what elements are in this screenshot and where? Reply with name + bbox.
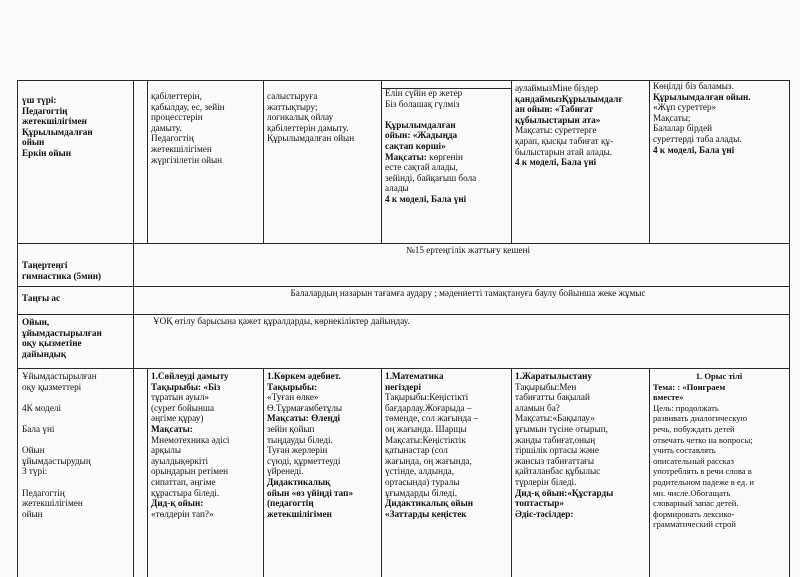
row-divider bbox=[17, 368, 790, 369]
row1-col3: салыстыруға жаттықтыру; логикалық ойлау қабілеттерін дамыту. Құрылымдалған ойын bbox=[267, 91, 355, 144]
row1-col2: қабілеттерін, қабылдау, ес, зейін процесстерін дамыту. Педагогтің жетекшілігімен жүргізілетін ойын bbox=[151, 91, 225, 165]
row3-text: Балалардың назарын тағамға аудару ; мәдениетті тамақтануға баулу бойынша жеке жұмыс bbox=[290, 288, 646, 298]
row1-col5: аулаймызМіне біздер қандаймызҚұрылымдалғ ан ойын: «Табиғат құбылыстарын ата» Мақсаты: суреттерге қарап, қысқы табиғат құ- былыстарын атай алады. 4 к моделі, Бала үні bbox=[515, 83, 623, 168]
table-border-right bbox=[789, 80, 790, 577]
row4-text: ҰОҚ өтілу барысына қажет құралдарды, көрнекіліктер дайындау. bbox=[153, 316, 410, 326]
row2-label: Таңертеңгі гимнастика (5мин) bbox=[22, 260, 102, 281]
row4-label: Ойын, ұйымдастырылған оқу қызметіне дайындық bbox=[22, 317, 102, 359]
row1-col4: Елін сүйін ер жетер Біз болашақ гүлміз Құрылымдалған ойын: «Жадыңда сақтап көрші» Мақсаты: көргенін есте сақтай алады, зейінді, байқағыш бола алады 4 к моделі, Бала үні bbox=[385, 88, 477, 204]
row5-col2: 1.Сөйлеуді дамыту Тақырыбы: «Біз тұратын ауыл» (сурет бойынша әңгіме құрау) Мақсаты: Мнемотехника әдісі арқылы ауылдықөркіті орындарын ретімен сипаттап, әңгіме құрастыра біледі. Дид-қ ойын: «төлдерін тап?» bbox=[151, 371, 230, 519]
row5-col4: 1.Математика негіздері Тақырыбы:Кеңістікті бағдарлау.Жоғарыда – төменде, сол жағында – оң жағында. Шарщы Мақсаты:Кеңістіктік қатынастар (сол жағында, оң жағында, үстінде, алдында, ортасында) туралы ұғымдарды біледі. Дидактикалық ойын «Заттарды кеңістек bbox=[385, 371, 479, 519]
column-divider bbox=[133, 80, 134, 577]
row1-label: үш түрі: Педагогтің жетекшілігімен Құрылымдалған ойын Еркін ойын bbox=[22, 95, 93, 158]
row5-col3: 1.Көркем әдебиет. Тақырыбы: «Туған өлке» Ө.Тұрмағамбетұлы Мақсаты: Өлеңді зейін қойып тыңдауды біледі. Туған жерлерін сүюді, құрметтеуді үйренеді. Дидактикалық ойын «өз үйіңді тап» (педагогтің жетекшілігімен bbox=[267, 371, 354, 519]
row5-label: Ұйымдастырылған оқу қызметтері 4К моделі Бала үні Ойын ұйымдастырудың 3 түрі: Педагогтің жетекшілігімен ойын bbox=[22, 371, 97, 519]
table-border-left bbox=[17, 80, 18, 577]
row5-col6: 1. Орыс тілі Тема: : «Поиграем вместе» Цель: продолжать развивать диалогическую речь, побуждать детей отвечать четко на вопросы; учить составлять описательный рассказ употреблять в речи слова в родительном падеже в ед. и мн. числе.Обогащать словарный запас детей. формировать лексико- грамматический строй bbox=[653, 371, 754, 530]
row2-text: №15 ертеңгілік жаттығу кешені bbox=[405, 245, 530, 255]
row3-label: Таңғы ас bbox=[22, 293, 61, 303]
row5-col5: 1.Жаратылыстану Тақырыбы:Мен табиғатты бақылай аламын ба? Мақсаты:«Бақылау» ұғымын түсіне отырып, жанды табиғат,оның тіршілік ортасы және жансыз табиғаттағы қайталанбас құбылыс түрлерін біледі. Дид-қ ойын:«Құстарды топтастыр» Әдіс-тәсілдер: bbox=[515, 371, 614, 519]
schedule-table bbox=[17, 80, 790, 577]
row1-col6: Көңілді біз баламыз. Құрылымдалған ойын. «Жұп суреттер» Мақсаты; Балалар бірдей суреттерді таба алады. 4 к моделі, Бала үні bbox=[653, 81, 751, 155]
